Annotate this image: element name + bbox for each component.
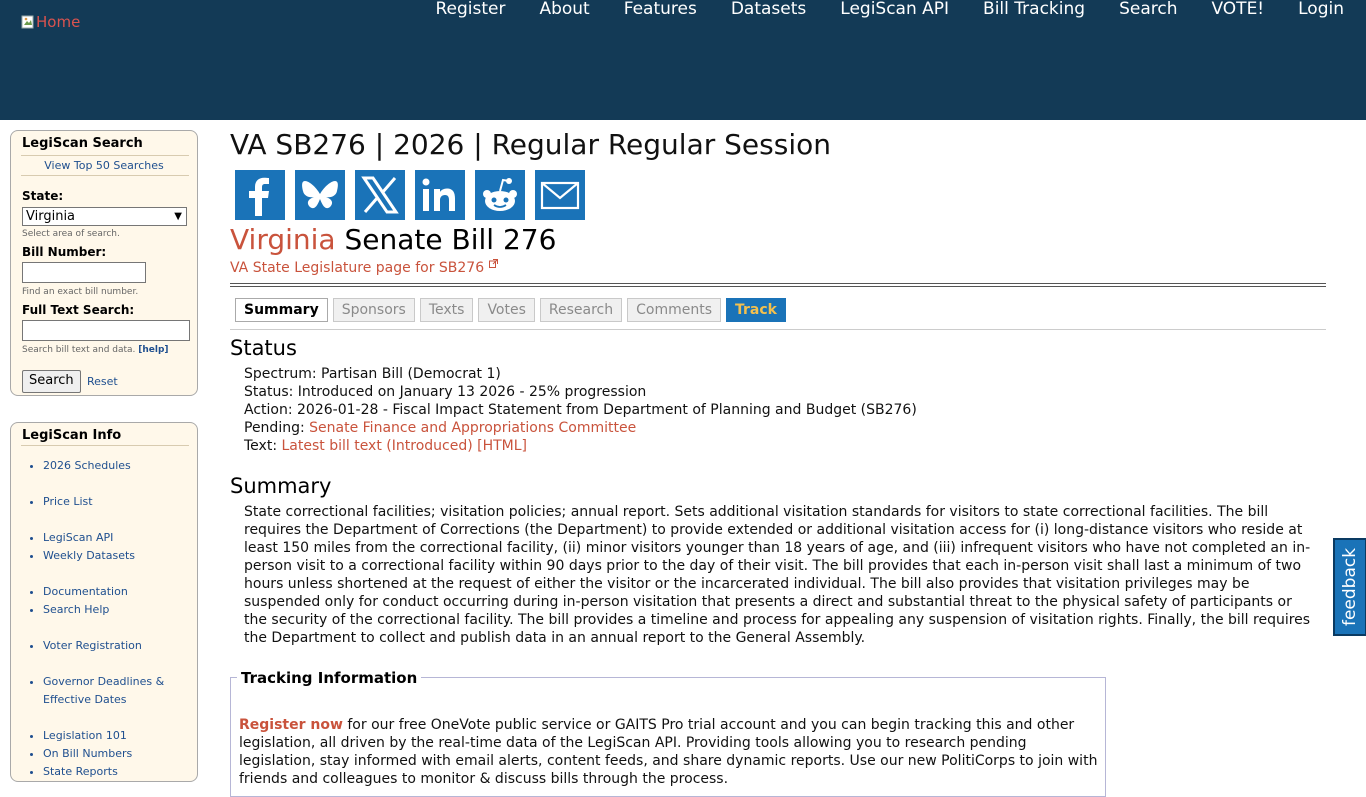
- text-row: [244, 437, 917, 455]
- tab-votes[interactable]: Votes: [478, 298, 534, 322]
- external-link-icon: [489, 259, 498, 268]
- page-title: VA SB276 | 2026 | Regular Regular Session: [230, 128, 831, 161]
- info-link-state-reports[interactable]: • State Reports: [43, 763, 197, 781]
- feedback-button[interactable]: [1333, 538, 1366, 636]
- top-50-searches-link[interactable]: View Top 50 Searches: [44, 159, 164, 172]
- tabs-underline: [230, 329, 1326, 330]
- tracking-information-box: [230, 669, 1106, 797]
- broken-image-icon: [21, 14, 35, 29]
- info-link-legiscan-api[interactable]: • LegiScan API: [43, 529, 197, 547]
- share-reddit-button[interactable]: [475, 170, 525, 220]
- info-link-legislation-101[interactable]: • Legislation 101: [43, 727, 197, 745]
- x-icon: [355, 170, 405, 220]
- status-row: [244, 383, 917, 401]
- info-panel-title: LegiScan Info: [22, 428, 122, 443]
- tracking-text: [239, 716, 1099, 788]
- home-logo-link[interactable]: [21, 13, 80, 31]
- feedback-label: feedback: [1340, 547, 1360, 627]
- help-link[interactable]: [help]: [138, 345, 169, 355]
- info-link-documentation[interactable]: • Documentation: [43, 583, 197, 601]
- site-header: [0, 0, 1366, 120]
- spectrum-value: Partisan Bill (Democrat 1): [321, 366, 501, 382]
- nav-datasets[interactable]: Datasets: [730, 0, 807, 19]
- info-link-voter-registration[interactable]: • Voter Registration: [43, 637, 197, 655]
- tab-track[interactable]: Track: [726, 298, 786, 322]
- full-text-hint-text: Search bill text and data.: [22, 345, 136, 355]
- latest-bill-text-link[interactable]: Latest bill text (Introduced) [HTML]: [281, 438, 528, 454]
- section-divider: [230, 283, 1326, 287]
- info-link-weekly-datasets[interactable]: • Weekly Datasets: [43, 547, 197, 565]
- status-details: [244, 365, 917, 455]
- full-text-hint: [22, 345, 169, 355]
- share-x-button[interactable]: [355, 170, 405, 220]
- info-links-list: [25, 457, 197, 781]
- state-legislature-link-text: VA State Legislature page for SB276: [230, 260, 485, 276]
- tab-research[interactable]: Research: [540, 298, 622, 322]
- bill-name: Senate Bill 276: [344, 223, 557, 256]
- text-label: Text:: [244, 438, 278, 454]
- action-label: Action:: [244, 402, 293, 418]
- tab-sponsors[interactable]: Sponsors: [333, 298, 415, 322]
- bill-number-hint: Find an exact bill number.: [22, 287, 139, 297]
- home-logo-alt: Home: [36, 13, 81, 31]
- divider: [21, 445, 189, 446]
- state-label: State:: [22, 189, 64, 203]
- summary-heading: Summary: [230, 474, 332, 498]
- divider: [21, 175, 189, 176]
- action-row: [244, 401, 917, 419]
- status-heading: Status: [230, 336, 297, 360]
- spectrum-row: [244, 365, 917, 383]
- pending-label: Pending:: [244, 420, 305, 436]
- reddit-icon: [475, 170, 525, 220]
- share-facebook-button[interactable]: [235, 170, 285, 220]
- share-linkedin-button[interactable]: [415, 170, 465, 220]
- nav-register[interactable]: Register: [435, 0, 506, 19]
- nav-vote[interactable]: VOTE!: [1211, 0, 1265, 19]
- summary-text: State correctional facilities; visitation policies; annual report. Sets additional visitation standards for visitors to state correctional facilities. The bill requires the Department of Corrections (the Department) to provide extended or additional visitation access for (i) long-distance visitors who reside at least 150 miles from the correctional facility, (ii) minor visitors younger than 18 years of age, and (iii) infrequent visitors who have not completed an in-person visit to a correctional facility within 90 days prior to the day of their visit. The bill provides that each in-person visit shall last a minimum of two hours unless shortened at the request of either the visitor or the incarcerated individual. The bill also provides that visitation privileges may be suspended only for conduct occurring during in-person visitation that presents a direct and substantial threat to the physical safety of participants or the security of the correctional facility. The bill provides a timeline and process for appealing any suspension of visitation rights. Finally, the bill requires the Department to collect and publish data in an annual report to the General Assembly.: [244, 504, 1311, 646]
- nav-search[interactable]: Search: [1119, 0, 1178, 19]
- tracking-heading: Tracking Information: [237, 669, 421, 687]
- nav-login[interactable]: Login: [1298, 0, 1344, 19]
- info-link-schedules[interactable]: • 2026 Schedules: [43, 457, 197, 475]
- state-legislature-link[interactable]: [230, 259, 498, 276]
- state-hint: Select area of search.: [22, 229, 120, 239]
- state-selected-value: Virginia: [26, 209, 76, 224]
- search-button[interactable]: Search: [22, 370, 81, 393]
- status-value: Introduced on January 13 2026 - 25% progression: [297, 384, 647, 400]
- info-link-governor-deadlines[interactable]: • Governor Deadlines & Effective Dates: [43, 673, 197, 709]
- pending-row: [244, 419, 917, 437]
- info-link-search-help[interactable]: • Search Help: [43, 601, 197, 619]
- nav-bill-tracking[interactable]: Bill Tracking: [983, 0, 1086, 19]
- legiscan-search-panel: [10, 130, 198, 396]
- bill-state-link[interactable]: Virginia: [230, 223, 336, 256]
- spectrum-label: Spectrum:: [244, 366, 317, 382]
- bill-number-input[interactable]: [22, 262, 146, 283]
- nav-legiscan-api[interactable]: LegiScan API: [840, 0, 950, 19]
- bill-heading: [230, 223, 556, 256]
- nav-features[interactable]: Features: [623, 0, 697, 19]
- pending-committee-link[interactable]: Senate Finance and Appropriations Committee: [309, 420, 637, 436]
- share-buttons: [235, 170, 585, 220]
- info-link-bill-numbers[interactable]: • On Bill Numbers: [43, 745, 197, 763]
- email-icon: [535, 170, 585, 220]
- nav-about[interactable]: About: [539, 0, 590, 19]
- full-text-label: Full Text Search:: [22, 303, 135, 317]
- share-bluesky-button[interactable]: [295, 170, 345, 220]
- action-value: 2026-01-28 - Fiscal Impact Statement from Department of Planning and Budget (SB276): [297, 402, 917, 418]
- tab-comments[interactable]: Comments: [627, 298, 721, 322]
- top-navigation: [401, 0, 1344, 19]
- facebook-icon: [235, 170, 285, 220]
- divider: [21, 155, 189, 156]
- register-now-link[interactable]: Register now: [239, 717, 343, 733]
- tab-texts[interactable]: Texts: [420, 298, 474, 322]
- chevron-down-icon: ▼: [174, 211, 182, 222]
- bill-tabs: [235, 298, 786, 322]
- tab-summary[interactable]: Summary: [235, 298, 328, 322]
- info-link-price-list[interactable]: • Price List: [43, 493, 197, 511]
- share-email-button[interactable]: [535, 170, 585, 220]
- bill-number-label: Bill Number:: [22, 245, 107, 259]
- full-text-search-input[interactable]: [22, 320, 190, 341]
- legiscan-info-panel: [10, 422, 198, 782]
- status-label: Status:: [244, 384, 294, 400]
- state-select[interactable]: [22, 207, 187, 226]
- tracking-description: for our free OneVote public service or GAITS Pro trial account and you can begin tracking this and other legislation, all driven by the real-time data of the LegiScan API. Providing tools allowing you to research pending legislation, stay informed with email alerts, content feeds, and share dynamic reports. Use our new PolitiCorps to join with friends and colleagues to monitor & discuss bills through the process.: [239, 717, 1098, 787]
- bluesky-icon: [295, 170, 345, 220]
- linkedin-icon: [415, 170, 465, 220]
- search-panel-title: LegiScan Search: [22, 136, 143, 151]
- reset-link[interactable]: Reset: [87, 375, 118, 388]
